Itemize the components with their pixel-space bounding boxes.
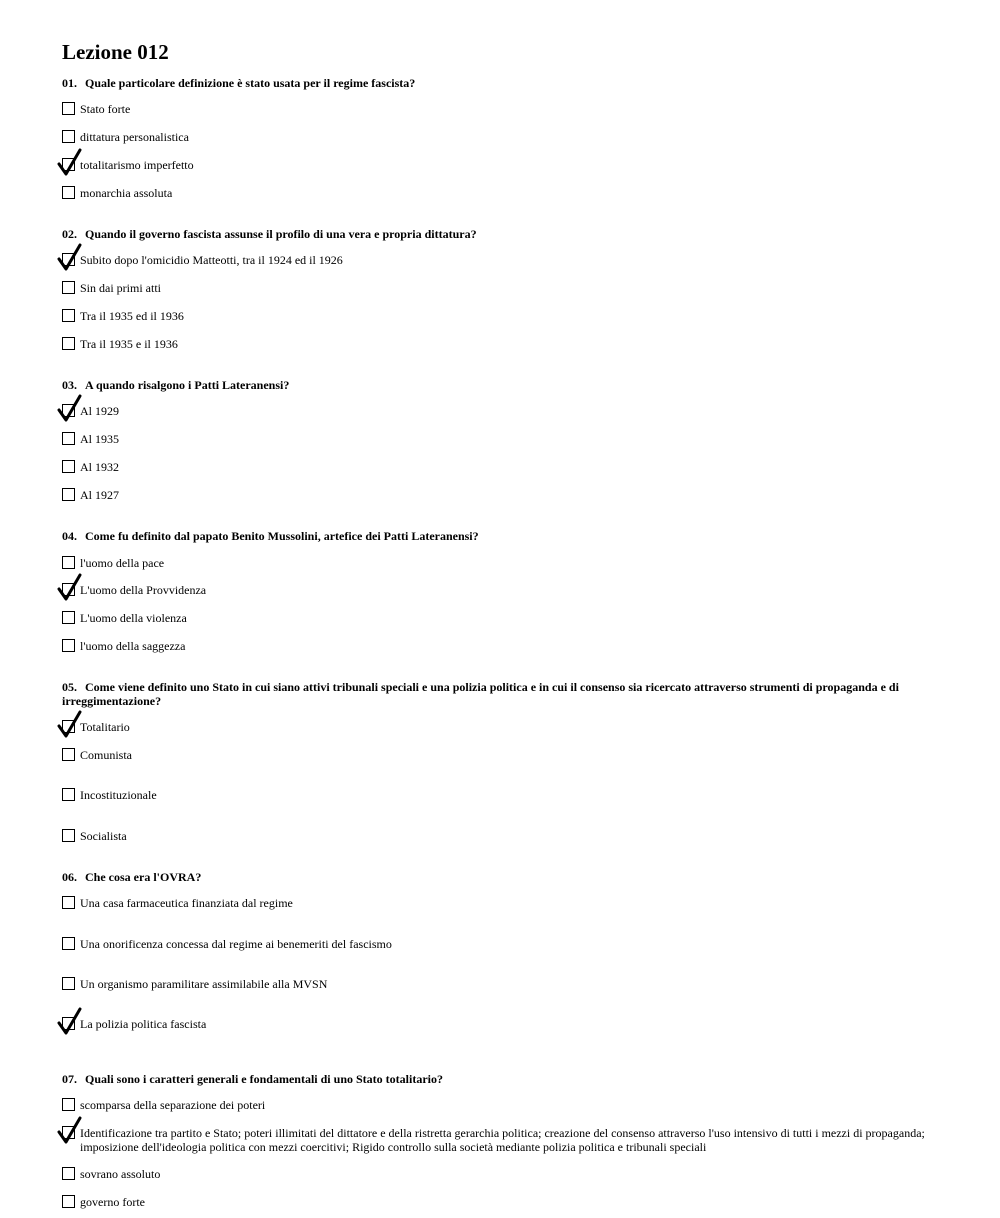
answer-option[interactable] xyxy=(62,1017,942,1033)
answer-option[interactable] xyxy=(62,937,942,953)
answer-label: Al 1927 xyxy=(80,488,119,502)
answer-label: Incostituzionale xyxy=(80,788,157,802)
answer-label: dittatura personalistica xyxy=(80,130,189,144)
answer-checkbox[interactable] xyxy=(62,977,75,990)
question-text xyxy=(62,76,942,90)
answer-option[interactable] xyxy=(62,829,942,845)
answer-label: totalitarismo imperfetto xyxy=(80,158,194,172)
answer-label: Al 1929 xyxy=(80,404,119,418)
checkmark-icon xyxy=(57,1116,83,1144)
question-number: 07. xyxy=(62,1072,77,1086)
answer-option[interactable] xyxy=(62,896,942,912)
answer-label: Un organismo paramilitare assimilabile alla MVSN xyxy=(80,977,328,991)
checkmark-icon xyxy=(57,573,83,601)
answer-label: monarchia assoluta xyxy=(80,186,173,200)
answer-label: Sin dai primi atti xyxy=(80,281,161,295)
answer-checkbox[interactable] xyxy=(62,432,75,445)
answer-checkbox[interactable] xyxy=(62,186,75,199)
answer-label: scomparsa della separazione dei poteri xyxy=(80,1098,266,1112)
answer-option[interactable] xyxy=(62,977,942,993)
question-label: Quando il governo fascista assunse il profilo di una vera e propria dittatura? xyxy=(85,227,477,241)
answer-option[interactable] xyxy=(62,488,942,504)
question-text xyxy=(62,680,942,708)
answer-checkbox[interactable] xyxy=(62,309,75,322)
answer-option[interactable] xyxy=(62,1098,942,1114)
checkmark-icon xyxy=(57,243,83,271)
question-text xyxy=(62,227,942,241)
question-text xyxy=(62,870,942,884)
answer-checkbox[interactable] xyxy=(62,281,75,294)
answer-option[interactable] xyxy=(62,404,942,420)
answer-label: Al 1935 xyxy=(80,432,119,446)
answer-label: Al 1932 xyxy=(80,460,119,474)
answer-option[interactable] xyxy=(62,460,942,476)
checkmark-icon xyxy=(57,1007,83,1035)
answer-checkbox[interactable] xyxy=(62,460,75,473)
answer-checkbox[interactable] xyxy=(62,130,75,143)
question-label: Quale particolare definizione è stato usata per il regime fascista? xyxy=(85,76,416,90)
question-text xyxy=(62,1072,942,1086)
answer-option[interactable] xyxy=(62,748,942,764)
answer-checkbox[interactable] xyxy=(62,829,75,842)
page-title: Lezione 012 xyxy=(62,40,169,64)
answer-option[interactable] xyxy=(62,281,942,297)
question-number: 05. xyxy=(62,680,77,694)
answer-checkbox[interactable] xyxy=(62,639,75,652)
answer-checkbox[interactable] xyxy=(62,102,75,115)
answer-label: Socialista xyxy=(80,829,127,843)
answer-option[interactable] xyxy=(62,158,942,174)
answer-option[interactable] xyxy=(62,432,942,448)
answer-checkbox[interactable] xyxy=(62,788,75,801)
answer-label: Stato forte xyxy=(80,102,131,116)
answer-label: l'uomo della saggezza xyxy=(80,639,186,653)
answer-label: Identificazione tra partito e Stato; poteri illimitati del dittatore e della ristretta gerarchia politica; creazione del consenso attraverso l'uso intensivo di tutti i mezzi di propaganda; imposizione dell'ideologia politica con mezzi coercitivi; Rigido controllo sulla società mediante polizia politica e tribunali speciali xyxy=(80,1126,925,1154)
answer-label: La polizia politica fascista xyxy=(80,1017,207,1031)
answer-label: L'uomo della Provvidenza xyxy=(80,583,207,597)
question-label: Quali sono i caratteri generali e fondamentali di uno Stato totalitario? xyxy=(85,1072,443,1086)
answer-checkbox[interactable] xyxy=(62,1195,75,1208)
answer-option[interactable] xyxy=(62,102,942,118)
answer-option[interactable] xyxy=(62,788,942,804)
question-number: 03. xyxy=(62,378,77,392)
answer-label: sovrano assoluto xyxy=(80,1167,161,1181)
answer-option[interactable] xyxy=(62,1195,942,1211)
answer-option[interactable] xyxy=(62,639,942,655)
question-number: 01. xyxy=(62,76,77,90)
question-label: Come viene definito uno Stato in cui siano attivi tribunali speciali e una polizia politica e in cui il consenso sia ricercato attraverso strumenti di propaganda e di irreggimentazione? xyxy=(62,680,899,708)
question-label: Che cosa era l'OVRA? xyxy=(85,870,202,884)
answer-option[interactable] xyxy=(62,720,942,736)
answer-label: Totalitario xyxy=(80,720,130,734)
answer-option[interactable] xyxy=(62,611,942,627)
answer-checkbox[interactable] xyxy=(62,896,75,909)
answer-label: Comunista xyxy=(80,748,133,762)
question-number: 06. xyxy=(62,870,77,884)
answer-label: Una onorificenza concessa dal regime ai benemeriti del fascismo xyxy=(80,937,392,951)
answer-label: l'uomo della pace xyxy=(80,556,165,570)
answer-checkbox[interactable] xyxy=(62,748,75,761)
answer-checkbox[interactable] xyxy=(62,556,75,569)
answer-option[interactable] xyxy=(62,253,942,269)
question-text xyxy=(62,529,942,543)
question-text xyxy=(62,378,942,392)
checkmark-icon xyxy=(57,394,83,422)
answer-option[interactable] xyxy=(62,1126,942,1154)
checkmark-icon xyxy=(57,710,83,738)
answer-label: Tra il 1935 ed il 1936 xyxy=(80,309,184,323)
answer-option[interactable] xyxy=(62,130,942,146)
question-label: A quando risalgono i Patti Lateranensi? xyxy=(85,378,290,392)
checkmark-icon xyxy=(57,148,83,176)
question-number: 04. xyxy=(62,529,77,543)
answer-option[interactable] xyxy=(62,556,942,572)
answer-option[interactable] xyxy=(62,309,942,325)
question-label: Come fu definito dal papato Benito Mussolini, artefice dei Patti Lateranensi? xyxy=(85,529,479,543)
answer-option[interactable] xyxy=(62,583,942,599)
answer-label: Subito dopo l'omicidio Matteotti, tra il 1924 ed il 1926 xyxy=(80,253,343,267)
answer-label: L'uomo della violenza xyxy=(80,611,187,625)
answer-option[interactable] xyxy=(62,186,942,202)
answer-checkbox[interactable] xyxy=(62,611,75,624)
answer-checkbox[interactable] xyxy=(62,488,75,501)
answer-option[interactable] xyxy=(62,337,942,353)
answer-checkbox[interactable] xyxy=(62,937,75,950)
answer-label: Una casa farmaceutica finanziata dal regime xyxy=(80,896,293,910)
question-number: 02. xyxy=(62,227,77,241)
answer-option[interactable] xyxy=(62,1167,942,1183)
answer-label: Tra il 1935 e il 1936 xyxy=(80,337,178,351)
answer-checkbox[interactable] xyxy=(62,1098,75,1111)
answer-checkbox[interactable] xyxy=(62,1167,75,1180)
answer-checkbox[interactable] xyxy=(62,337,75,350)
answer-label: governo forte xyxy=(80,1195,145,1209)
